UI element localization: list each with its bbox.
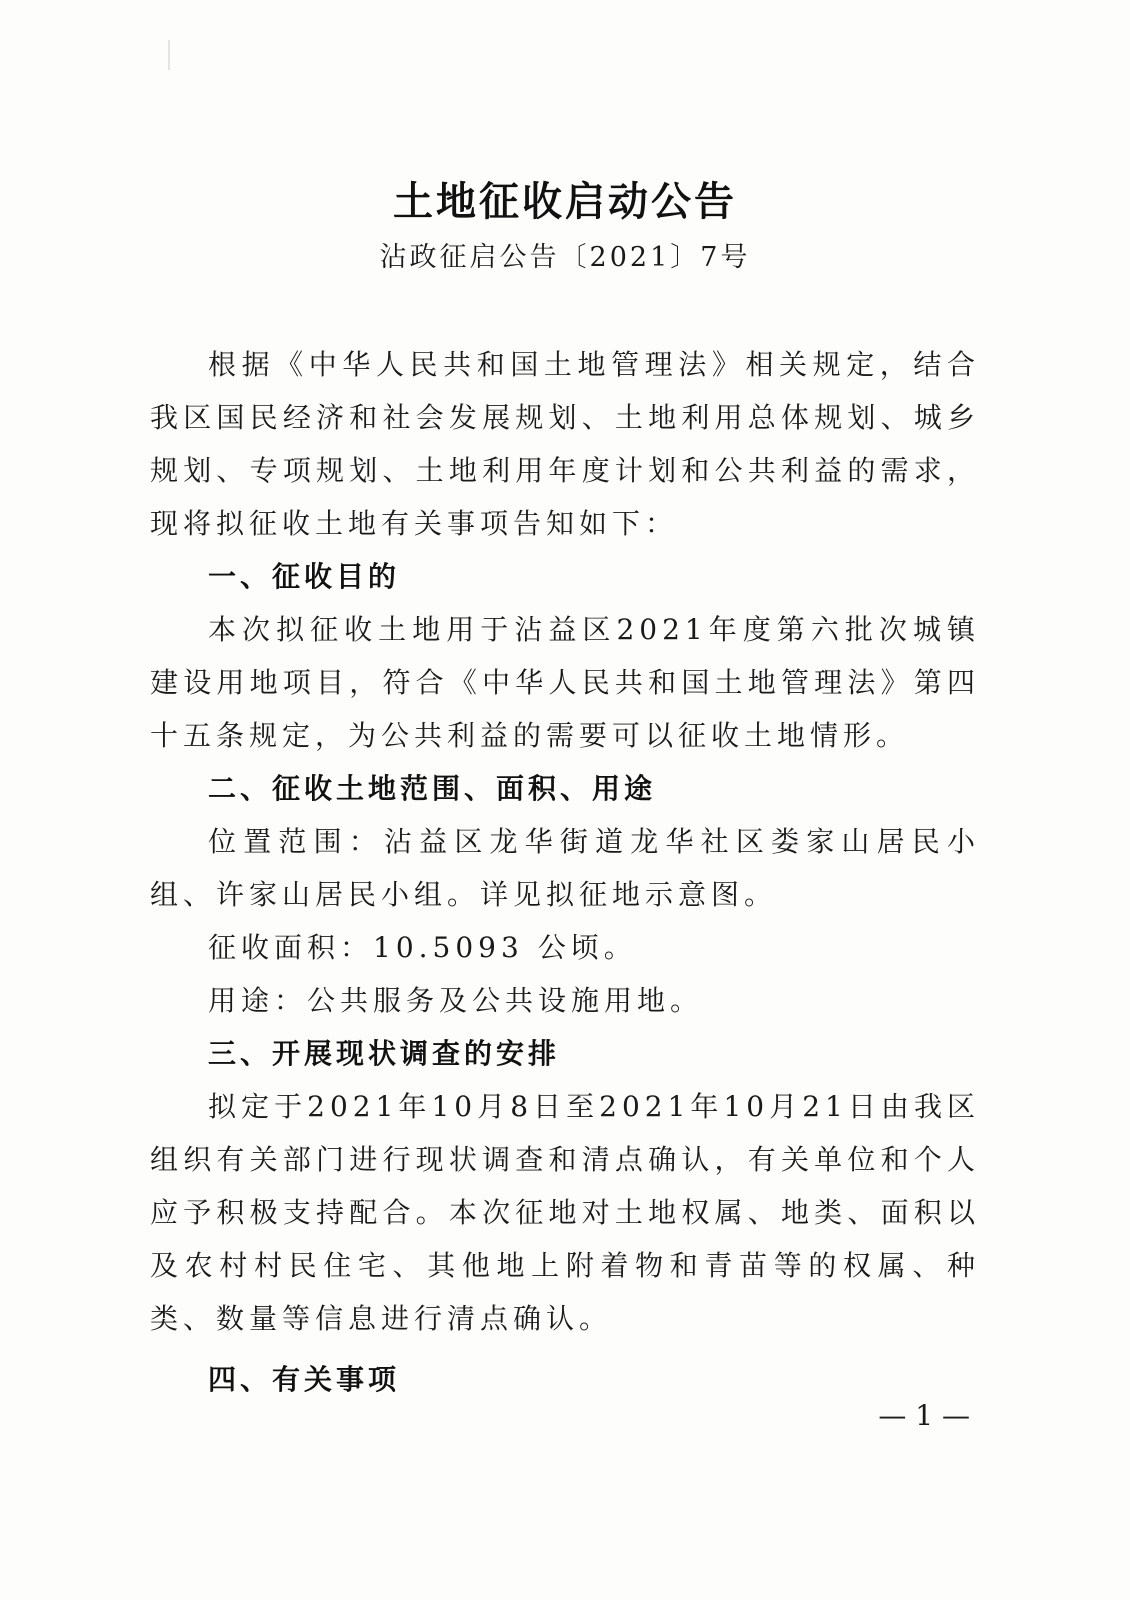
intro-paragraph: 根据《中华人民共和国土地管理法》相关规定，结合我区国民经济和社会发展规划、土地利用总体规划、城乡规划、专项规划、土地利用年度计划和公共利益的需求，现将拟征收土地有关事项告知如下： bbox=[150, 348, 980, 540]
section-1-text: 本次拟征收土地用于沾益区2021年度第六批次城镇建设用地项目，符合《中华人民共和国土地管理法》第四十五条规定，为公共利益的需要可以征收土地情形。 bbox=[150, 613, 980, 752]
section-2-usage: 用途：公共服务及公共设施用地。 bbox=[208, 984, 704, 1017]
section-spacer bbox=[150, 1345, 980, 1353]
section-2-heading: 二、征收土地范围、面积、用途 bbox=[208, 772, 657, 805]
section-2-area: 征收面积：10.5093 公顷。 bbox=[208, 931, 637, 964]
section-3-heading: 三、开展现状调查的安排 bbox=[208, 1037, 561, 1070]
section-2-location: 位置范围：沾益区龙华街道龙华社区娄家山居民小组、许家山居民小组。详见拟征地示意图。 bbox=[150, 825, 980, 911]
document-number: 沾政征启公告〔2021〕7号 bbox=[379, 242, 751, 273]
document-title: 土地征收启动公告 bbox=[393, 179, 737, 225]
section-1-heading: 一、征收目的 bbox=[208, 560, 401, 593]
document-body bbox=[150, 338, 980, 1406]
scan-mark bbox=[168, 40, 170, 70]
section-4-heading: 四、有关事项 bbox=[208, 1363, 401, 1396]
page-number: — 1 — bbox=[878, 1399, 970, 1432]
section-3-text: 拟定于2021年10月8日至2021年10月21日由我区组织有关部门进行现状调查和清点确认，有关单位和个人应予积极支持配合。本次征地对土地权属、地类、面积以及农村村民住宅、其他地上附着物和青苗等的权属、种类、数量等信息进行清点确认。 bbox=[150, 1090, 980, 1335]
